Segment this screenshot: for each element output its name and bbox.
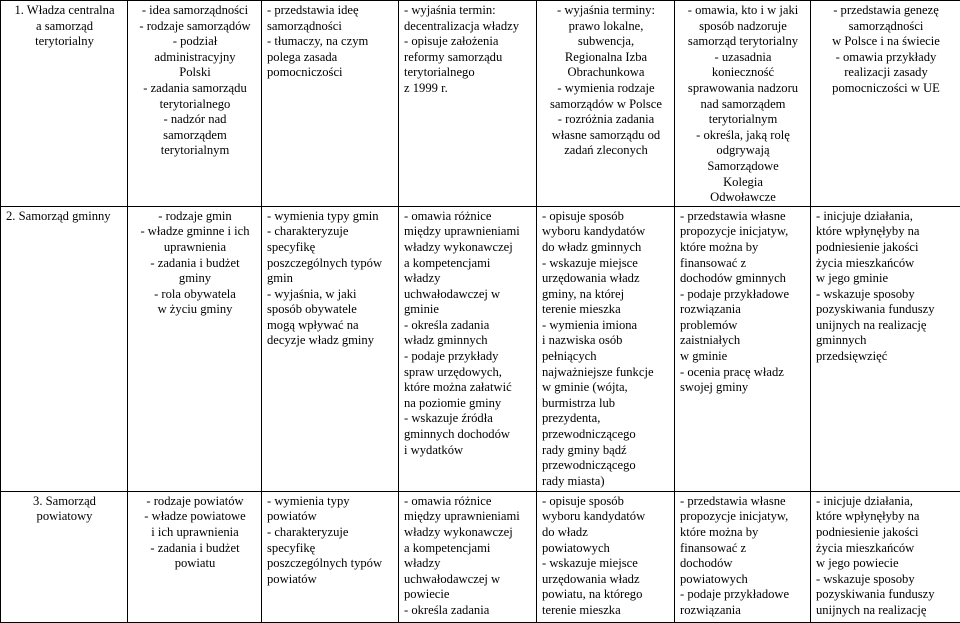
cell-text-line: rady gminy bądź	[542, 443, 670, 459]
cell-text-line: pełniących	[542, 349, 670, 365]
cell-text-line: - rola obywatela	[133, 287, 257, 303]
cell-text-line: sposób nadzoruje	[680, 19, 806, 35]
cell-text-line: propozycje inicjatyw,	[680, 224, 806, 240]
cell-text-line: gminnych	[816, 333, 956, 349]
cell-text-line: terytorialnym	[133, 143, 257, 159]
cell-text-line: - określa, jaką rolę	[680, 128, 806, 144]
cell-text-line: sprawowania nadzoru	[680, 81, 806, 97]
cell-text-line: - uzasadnia	[680, 50, 806, 66]
cell-text-line: - wskazuje miejsce	[542, 256, 670, 272]
cell-text-line: - inicjuje działania,	[816, 209, 956, 225]
cell-text-line: do władz	[542, 525, 670, 541]
cell-text-line: powiatów	[267, 509, 394, 525]
cell-text-line: i nazwiska osób	[542, 333, 670, 349]
requirements-cell	[675, 491, 811, 622]
content-cell	[128, 206, 262, 491]
requirements-cell	[811, 491, 960, 622]
cell-text-line: - przedstawia genezę	[816, 3, 956, 19]
cell-text-line: burmistrza lub	[542, 396, 670, 412]
cell-text-line: - podaje przykładowe	[680, 587, 806, 603]
cell-text-line: gminy	[133, 271, 257, 287]
cell-text-line: powiatowy	[6, 509, 123, 525]
cell-text-line: - wskazuje sposoby	[816, 572, 956, 588]
cell-text-line: - wymienia typy gmin	[267, 209, 394, 225]
cell-text-line: powiatowych	[542, 541, 670, 557]
cell-text-line: najważniejsze funkcje	[542, 365, 670, 381]
requirements-cell	[262, 206, 399, 491]
cell-text-line: władzy wykonawczej	[404, 525, 532, 541]
cell-text-line: w gminie	[680, 349, 806, 365]
cell-text-line: Odwoławcze	[680, 190, 806, 206]
cell-text-line: przewodniczącego	[542, 458, 670, 474]
cell-text-line: - omawia różnice	[404, 209, 532, 225]
cell-text-line: - opisuje założenia	[404, 34, 532, 50]
cell-text-line: a samorząd	[6, 19, 123, 35]
cell-text-line: - charakteryzuje	[267, 525, 394, 541]
cell-text-line: prawo lokalne,	[542, 19, 670, 35]
cell-text-line: - opisuje sposób	[542, 494, 670, 510]
cell-text-line: i ich uprawnienia	[133, 525, 257, 541]
cell-text-line: polega zasada	[267, 50, 394, 66]
cell-text-line: terenie mieszka	[542, 302, 670, 318]
requirements-cell	[262, 1, 399, 207]
table-body	[1, 1, 960, 623]
cell-text-line: gmin	[267, 271, 394, 287]
requirements-cell	[675, 206, 811, 491]
cell-text-line: odgrywają	[680, 143, 806, 159]
cell-text-line: reformy samorządu	[404, 50, 532, 66]
cell-text-line: terytorialnego	[404, 65, 532, 81]
cell-text-line: wyboru kandydatów	[542, 509, 670, 525]
cell-text-line: rozwiązania	[680, 302, 806, 318]
cell-text-line: władzy	[404, 556, 532, 572]
cell-text-line: które można by	[680, 240, 806, 256]
cell-text-line: - tłumaczy, na czym	[267, 34, 394, 50]
cell-text-line: Polski	[133, 65, 257, 81]
cell-text-line: - określa zadania	[404, 603, 532, 619]
cell-text-line: z 1999 r.	[404, 81, 532, 97]
requirements-cell	[675, 1, 811, 207]
cell-text-line: - charakteryzuje	[267, 224, 394, 240]
cell-text-line: - opisuje sposób	[542, 209, 670, 225]
cell-text-line: specyfikę	[267, 541, 394, 557]
cell-text-line: w Polsce i na świecie	[816, 34, 956, 50]
cell-text-line: swojej gminy	[680, 380, 806, 396]
cell-text-line: życia mieszkańców	[816, 541, 956, 557]
cell-text-line: - idea samorządności	[133, 3, 257, 19]
cell-text-line: pozyskiwania funduszy	[816, 587, 956, 603]
cell-text-line: - zadania i budżet	[133, 541, 257, 557]
cell-text-line: samorząd terytorialny	[680, 34, 806, 50]
cell-text-line: samorządów w Polsce	[542, 97, 670, 113]
cell-text-line: - wymienia typy	[267, 494, 394, 510]
cell-text-line: unijnych na realizację	[816, 318, 956, 334]
cell-text-line: - wyjaśnia termin:	[404, 3, 532, 19]
cell-text-line: - wymienia imiona	[542, 318, 670, 334]
cell-text-line: rady miasta)	[542, 474, 670, 490]
cell-text-line: propozycje inicjatyw,	[680, 509, 806, 525]
cell-text-line: sposób obywatele	[267, 302, 394, 318]
table-row	[1, 491, 960, 622]
requirements-cell	[399, 491, 537, 622]
cell-text-line: powiecie	[404, 587, 532, 603]
cell-text-line: 2. Samorząd gminny	[6, 209, 123, 225]
cell-text-line: uchwałodawczej w	[404, 572, 532, 588]
cell-text-line: dochodów gminnych	[680, 271, 806, 287]
table-row	[1, 206, 960, 491]
cell-text-line: - omawia przykłady	[816, 50, 956, 66]
table-row	[1, 1, 960, 207]
requirements-cell	[811, 206, 960, 491]
cell-text-line: - podział	[133, 34, 257, 50]
cell-text-line: zadań zleconych	[542, 143, 670, 159]
cell-text-line: i wydatków	[404, 443, 532, 459]
cell-text-line: rozwiązania	[680, 603, 806, 619]
cell-text-line: - rodzaje gmin	[133, 209, 257, 225]
cell-text-line: spraw urzędowych,	[404, 365, 532, 381]
cell-text-line: - władze powiatowe	[133, 509, 257, 525]
cell-text-line: terytorialnym	[680, 112, 806, 128]
cell-text-line: specyfikę	[267, 240, 394, 256]
cell-text-line: 3. Samorząd	[6, 494, 123, 510]
cell-text-line: Obrachunkowa	[542, 65, 670, 81]
cell-text-line: finansować z	[680, 256, 806, 272]
cell-text-line: władzy	[404, 271, 532, 287]
cell-text-line: terenie mieszka	[542, 603, 670, 619]
cell-text-line: które można załatwić	[404, 380, 532, 396]
cell-text-line: Kolegia	[680, 175, 806, 191]
cell-text-line: realizacji zasady	[816, 65, 956, 81]
cell-text-line: - omawia, kto i w jaki	[680, 3, 806, 19]
cell-text-line: - wskazuje źródła	[404, 411, 532, 427]
cell-text-line: gminnych dochodów	[404, 427, 532, 443]
cell-text-line: - wymienia rodzaje	[542, 81, 670, 97]
requirements-cell	[537, 491, 675, 622]
cell-text-line: 1. Władza centralna	[6, 3, 123, 19]
cell-text-line: - przedstawia własne	[680, 209, 806, 225]
requirements-cell	[399, 1, 537, 207]
cell-text-line: - przedstawia własne	[680, 494, 806, 510]
cell-text-line: w jego gminie	[816, 271, 956, 287]
cell-text-line: decentralizacja władzy	[404, 19, 532, 35]
cell-text-line: pomocniczości w UE	[816, 81, 956, 97]
cell-text-line: unijnych na realizację	[816, 603, 956, 619]
cell-text-line: pomocniczości	[267, 65, 394, 81]
cell-text-line: poszczególnych typów	[267, 256, 394, 272]
cell-text-line: - wskazuje miejsce	[542, 556, 670, 572]
cell-text-line: przewodniczącego	[542, 427, 670, 443]
cell-text-line: - nadzór nad	[133, 112, 257, 128]
cell-text-line: - rodzaje samorządów	[133, 19, 257, 35]
cell-text-line: podniesienie jakości	[816, 240, 956, 256]
cell-text-line: problemów	[680, 318, 806, 334]
cell-text-line: władz gminnych	[404, 333, 532, 349]
cell-text-line: - omawia różnice	[404, 494, 532, 510]
cell-text-line: życia mieszkańców	[816, 256, 956, 272]
cell-text-line: - ocenia pracę władz	[680, 365, 806, 381]
cell-text-line: - wyjaśnia, w jaki	[267, 287, 394, 303]
cell-text-line: - zadania i budżet	[133, 256, 257, 272]
cell-text-line: konieczność	[680, 65, 806, 81]
cell-text-line: między uprawnieniami	[404, 224, 532, 240]
cell-text-line: prezydenta,	[542, 411, 670, 427]
cell-text-line: pozyskiwania funduszy	[816, 302, 956, 318]
cell-text-line: - rozróżnia zadania	[542, 112, 670, 128]
cell-text-line: powiatu, na którego	[542, 587, 670, 603]
cell-text-line: - wskazuje sposoby	[816, 287, 956, 303]
cell-text-line: władzy wykonawczej	[404, 240, 532, 256]
cell-text-line: powiatu	[133, 556, 257, 572]
cell-text-line: - zadania samorządu	[133, 81, 257, 97]
cell-text-line: - określa zadania	[404, 318, 532, 334]
cell-text-line: gminie	[404, 302, 532, 318]
cell-text-line: terytorialnego	[133, 97, 257, 113]
cell-text-line: zaistniałych	[680, 333, 806, 349]
cell-text-line: mogą wpływać na	[267, 318, 394, 334]
cell-text-line: gminy, na której	[542, 287, 670, 303]
requirements-cell	[537, 1, 675, 207]
cell-text-line: samorządności	[816, 19, 956, 35]
cell-text-line: które wpłynęłyby na	[816, 224, 956, 240]
requirements-cell	[262, 491, 399, 622]
requirements-cell	[811, 1, 960, 207]
cell-text-line: wyboru kandydatów	[542, 224, 670, 240]
cell-text-line: decyzje władz gminy	[267, 333, 394, 349]
cell-text-line: a kompetencjami	[404, 541, 532, 557]
cell-text-line: uchwałodawczej w	[404, 287, 532, 303]
cell-text-line: w gminie (wójta,	[542, 380, 670, 396]
cell-text-line: urzędowania władz	[542, 572, 670, 588]
cell-text-line: Samorządowe	[680, 159, 806, 175]
cell-text-line: - władze gminne i ich	[133, 224, 257, 240]
cell-text-line: administracyjny	[133, 50, 257, 66]
cell-text-line: w jego powiecie	[816, 556, 956, 572]
cell-text-line: samorządności	[267, 19, 394, 35]
cell-text-line: powiatów	[267, 572, 394, 588]
cell-text-line: które wpłynęłyby na	[816, 509, 956, 525]
cell-text-line: samorządem	[133, 128, 257, 144]
cell-text-line: - podaje przykłady	[404, 349, 532, 365]
topic-cell	[1, 206, 128, 491]
cell-text-line: powiatowych	[680, 572, 806, 588]
cell-text-line: - wyjaśnia terminy:	[542, 3, 670, 19]
cell-text-line: - podaje przykładowe	[680, 287, 806, 303]
cell-text-line: - rodzaje powiatów	[133, 494, 257, 510]
requirements-cell	[537, 206, 675, 491]
cell-text-line: poszczególnych typów	[267, 556, 394, 572]
cell-text-line: terytorialny	[6, 34, 123, 50]
cell-text-line: w życiu gminy	[133, 302, 257, 318]
cell-text-line: przedsięwzięć	[816, 349, 956, 365]
cell-text-line: które można by	[680, 525, 806, 541]
cell-text-line: - inicjuje działania,	[816, 494, 956, 510]
cell-text-line: a kompetencjami	[404, 256, 532, 272]
topic-cell	[1, 1, 128, 207]
cell-text-line: finansować z	[680, 541, 806, 557]
cell-text-line: podniesienie jakości	[816, 525, 956, 541]
content-cell	[128, 1, 262, 207]
topic-cell	[1, 491, 128, 622]
cell-text-line: między uprawnieniami	[404, 509, 532, 525]
cell-text-line: na poziomie gminy	[404, 396, 532, 412]
cell-text-line: własne samorządu od	[542, 128, 670, 144]
cell-text-line: dochodów	[680, 556, 806, 572]
requirements-cell	[399, 206, 537, 491]
cell-text-line: do władz gminnych	[542, 240, 670, 256]
cell-text-line: subwencja,	[542, 34, 670, 50]
cell-text-line: Regionalna Izba	[542, 50, 670, 66]
cell-text-line: - przedstawia ideę	[267, 3, 394, 19]
cell-text-line: urzędowania władz	[542, 271, 670, 287]
cell-text-line: uprawnienia	[133, 240, 257, 256]
cell-text-line: nad samorządem	[680, 97, 806, 113]
content-cell	[128, 491, 262, 622]
